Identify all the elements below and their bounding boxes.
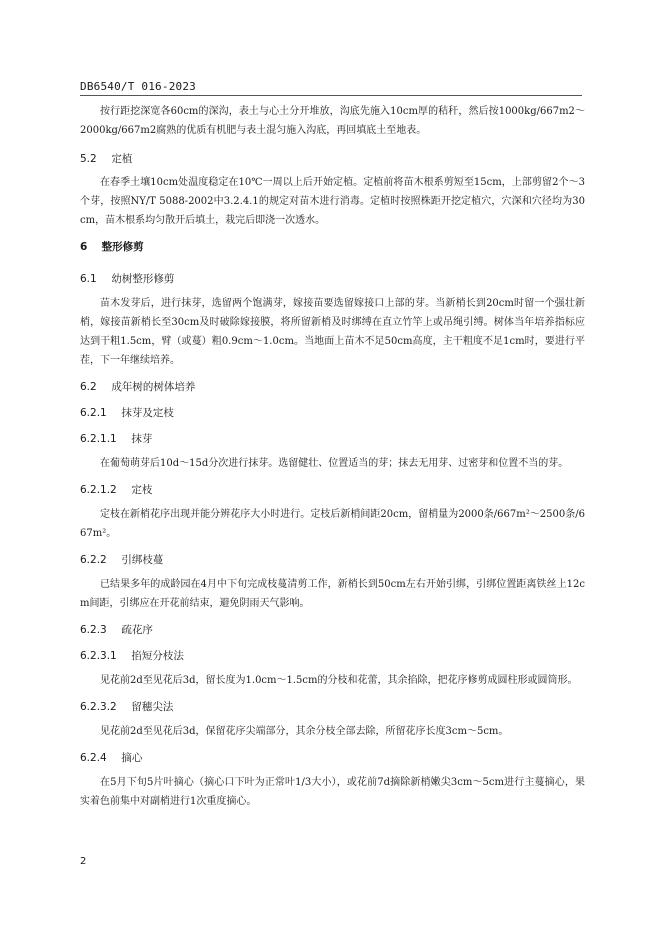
section-title: 留穗尖法	[131, 701, 174, 713]
section-heading	[80, 700, 585, 714]
paragraph: 见花前2d至见花后3d，留长度为1.0cm～1.5cm的分枝和花蕾，其余掐除，把花序修剪成圆柱形或圆筒形。	[100, 675, 578, 686]
section-number: 6.2.1	[80, 407, 107, 419]
paragraph: 定枝在新梢花序出现并能分辨花序大小时进行。定枝后新梢间距20cm，留梢量为2000条/667m²～2500条/667m²。	[80, 509, 585, 539]
section-title: 成年树的树体培养	[111, 381, 196, 393]
section-heading	[80, 380, 585, 394]
section-heading	[80, 272, 585, 286]
section-number: 5.2	[80, 153, 97, 165]
paragraph: 在春季土壤10cm处温度稳定在10℃一周以上后开始定植。定植前将苗木根系剪短至15cm，上部剪留2个～3个芽，按照NY/T 5088-2002中3.2.4.1的规定对苗木进行消毒。定植时按照株距开挖定植穴，穴深和穴径均为30cm，苗木根系均匀散开后填土，栽完后即浇一次透水。	[80, 177, 585, 226]
section-heading	[80, 553, 585, 567]
section-title: 摘心	[121, 752, 143, 764]
section-number: 6.2.3.1	[80, 650, 117, 662]
section-number: 6.1	[80, 273, 97, 285]
section-heading	[80, 432, 585, 446]
paragraph: 在5月下旬5片叶摘心（摘心口下叶为正常叶1/3大小），或花前7d摘除新梢嫩尖3cm～5cm进行主蔓摘心，果实着色前集中对副梢进行1次重度摘心。	[80, 777, 585, 807]
section-title: 掐短分枝法	[131, 650, 184, 662]
section-title: 抹芽	[131, 433, 153, 445]
section-number: 6.2.1.2	[80, 484, 117, 496]
paragraph: 按行距挖深宽各60cm的深沟，表土与心土分开堆放，沟底先施入10cm厚的秸秆，然后按1000kg/667m2～2000kg/667m2腐熟的优质有机肥与表土混匀施入沟底，再回填底土至地表。	[80, 106, 585, 136]
paragraph: 已结果多年的成龄园在4月中下旬完成枝蔓清剪工作，新梢长到50cm左右开始引绑，引绑位置距离铁丝上12cm间距，引绑应在开花前结束，避免阴雨天气影响。	[80, 579, 585, 609]
document-code: DB6540/T 016-2023	[80, 80, 196, 93]
chapter-heading	[80, 240, 585, 254]
document-body	[80, 98, 585, 811]
section-number: 6.2.2	[80, 554, 107, 566]
section-title: 幼树整形修剪	[111, 273, 175, 285]
section-heading	[80, 483, 585, 497]
section-title: 定植	[111, 153, 133, 165]
section-title: 抹芽及定枝	[121, 407, 174, 419]
section-heading	[80, 623, 585, 637]
section-number: 6.2	[80, 381, 97, 393]
section-number: 6.2.3.2	[80, 701, 117, 713]
section-heading	[80, 406, 585, 420]
section-title: 引绑枝蔓	[121, 554, 164, 566]
paragraph: 在葡萄萌芽后10d～15d分次进行抹芽。选留健壮、位置适当的芽；抹去无用芽、过密芽和位置不当的芽。	[100, 458, 569, 469]
section-heading	[80, 751, 585, 765]
header-rule	[80, 95, 582, 96]
section-title: 定枝	[131, 484, 153, 496]
section-heading	[80, 152, 585, 166]
paragraph: 见花前2d至见花后3d，保留花序尖端部分，其余分枝全部去除，所留花序长度3cm～5cm。	[100, 726, 509, 737]
section-title: 疏花序	[121, 624, 153, 636]
section-number: 6.2.3	[80, 624, 107, 636]
chapter-title: 整形修剪	[101, 241, 144, 253]
chapter-number: 6	[80, 241, 88, 253]
paragraph: 苗木发芽后，进行抹芽，选留两个饱满芽，嫁接苗要选留嫁接口上部的芽。当新梢长到20cm时留一个强壮新梢，嫁接苗新梢长至30cm及时破除嫁接膜，将所留新梢及时绑缚在直立竹竿上或吊绳引缚。树体当年培养指标应达到干粗1.5cm，臂（或蔓）粗0.9cm～1.0cm。当地面上苗木不足50cm高度，主干粗度不足1cm时，要进行平茬，下一年继续培养。	[80, 298, 585, 366]
section-heading	[80, 649, 585, 663]
section-number: 6.2.1.1	[80, 433, 117, 445]
page-number: 2	[80, 856, 87, 867]
section-number: 6.2.4	[80, 752, 107, 764]
